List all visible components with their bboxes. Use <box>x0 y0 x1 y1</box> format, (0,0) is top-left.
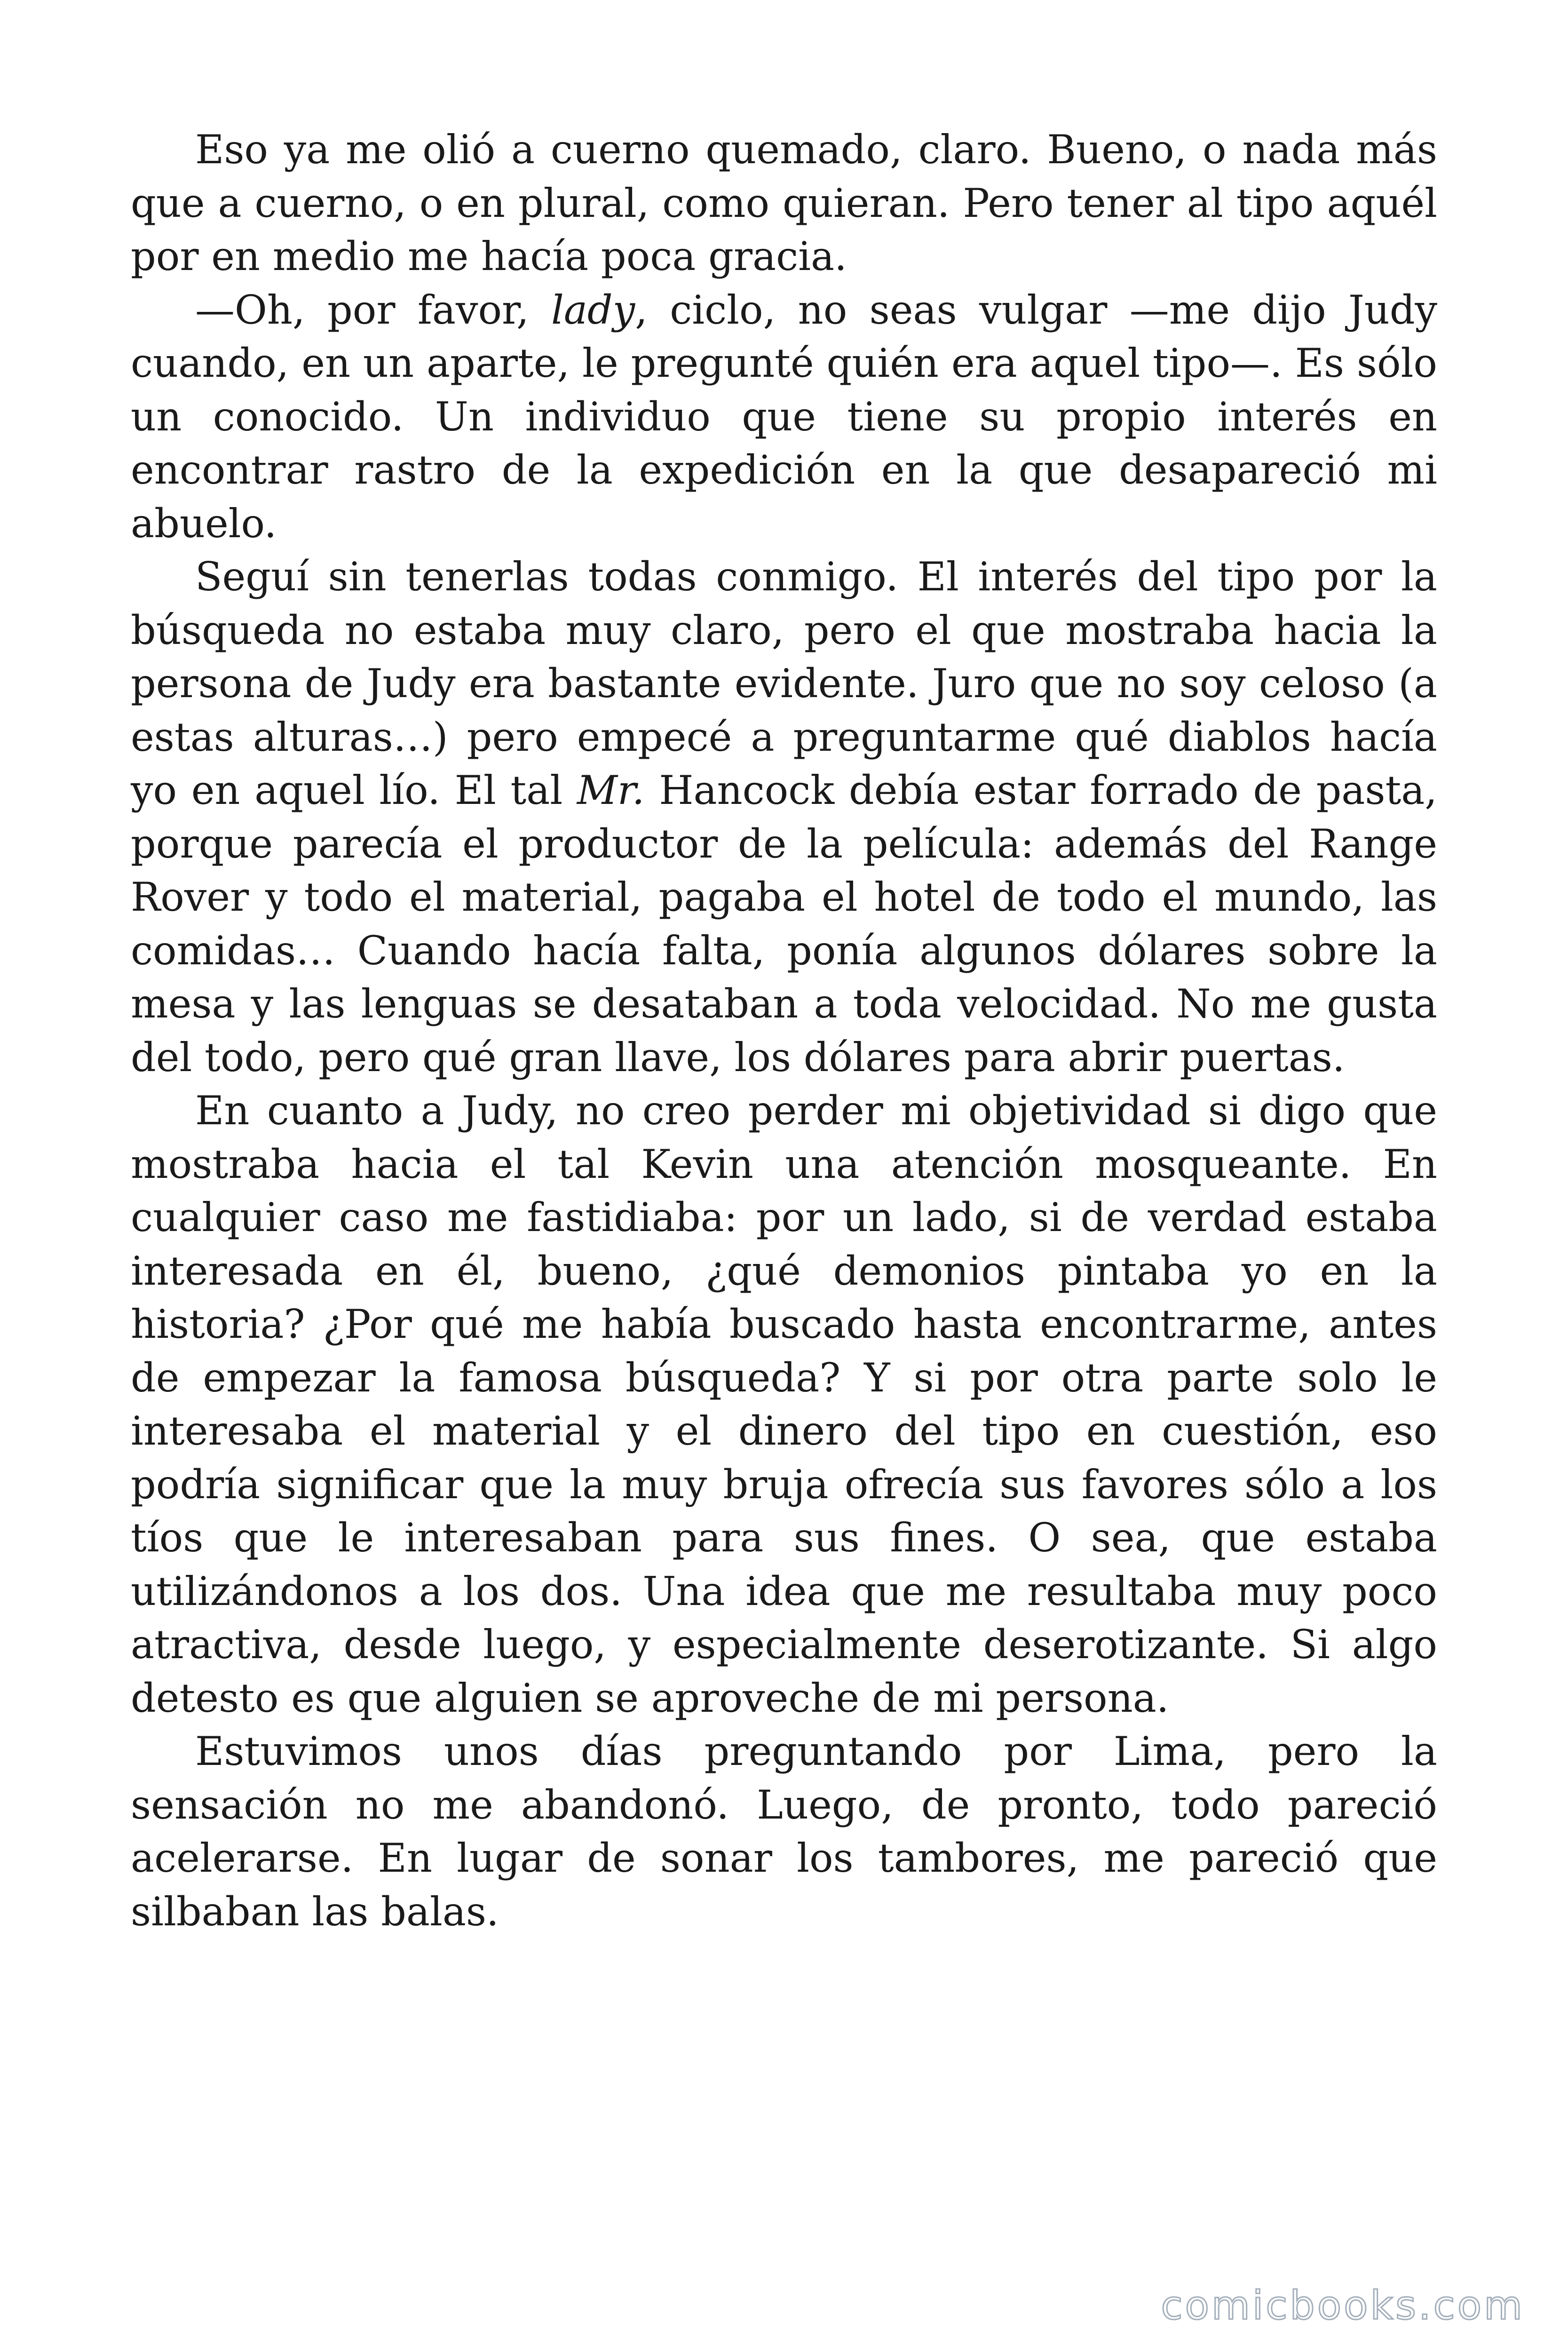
paragraph <box>131 1725 1437 1939</box>
watermark: comicbooks.com <box>1161 2282 1525 2328</box>
text-segment: Eso ya me olió a cuerno quemado, claro. Bueno, o nada más que a cuerno, o en plural, como quieran. Pero tener al tipo aquél por en medio me hacía poca gracia. <box>131 127 1437 279</box>
body-text <box>131 123 1437 1939</box>
text-segment: Seguí sin tenerlas todas conmigo. El interés del tipo por la búsqueda no estaba muy claro, pero el que mostraba hacia la persona de Judy era bastante evidente. Juro que no soy celoso (a estas alturas…) pero empecé a preguntarme qué diablos hacía yo en aquel lío. El tal <box>131 554 1437 813</box>
text-segment: En cuanto a Judy, no creo perder mi objetividad si digo que mostraba hacia el tal Kevin una atención mosqueante. En cualquier caso me fastidiaba: por un lado, si de verdad estaba interesada en él, bueno, ¿qué demonios pintaba yo en la historia? ¿Por qué me había buscado hasta encontrarme, antes de empezar la famosa búsqueda? Y si por otra parte solo le interesaba el material y el dinero del tipo en cuestión, eso podría significar que la muy bruja ofrecía sus favores sólo a los tíos que le interesaban para sus fines. O sea, que estaba utilizándonos a los dos. Una idea que me resultaba muy poco atractiva, desde luego, y especialmente deserotizante. Si algo detesto es que alguien se aproveche de mi persona. <box>131 1088 1437 1721</box>
text-segment: Estuvimos unos días preguntando por Lima, pero la sensación no me abandonó. Luego, de pronto, todo pareció acelerarse. En lugar de sonar los tambores, me pareció que silbaban las balas. <box>131 1728 1437 1935</box>
paragraph <box>131 1084 1437 1725</box>
paragraph <box>131 123 1437 284</box>
text-segment: Hancock debía estar forrado de pasta, porque parecía el productor de la película: además del Range Rover y todo el material, pagaba el hotel de todo el mundo, las comidas… Cuando hacía falta, ponía algunos dólares sobre la mesa y las lenguas se desataban a toda velocidad. No me gusta del todo, pero qué gran llave, los dólares para abrir puertas. <box>131 767 1437 1081</box>
text-segment: , ciclo, no seas vulgar —me dijo Judy cuando, en un aparte, le pregunté quién era aquel tipo—. Es sólo un conocido. Un individuo que tiene su propio interés en encontrar rastro de la expedición en la que desapareció mi abuelo. <box>131 286 1437 547</box>
paragraph <box>131 550 1437 1084</box>
italic-text-segment: lady <box>551 286 635 333</box>
italic-text-segment: Mr. <box>577 767 645 813</box>
text-segment: —Oh, por favor, <box>195 286 551 333</box>
paragraph <box>131 284 1437 551</box>
